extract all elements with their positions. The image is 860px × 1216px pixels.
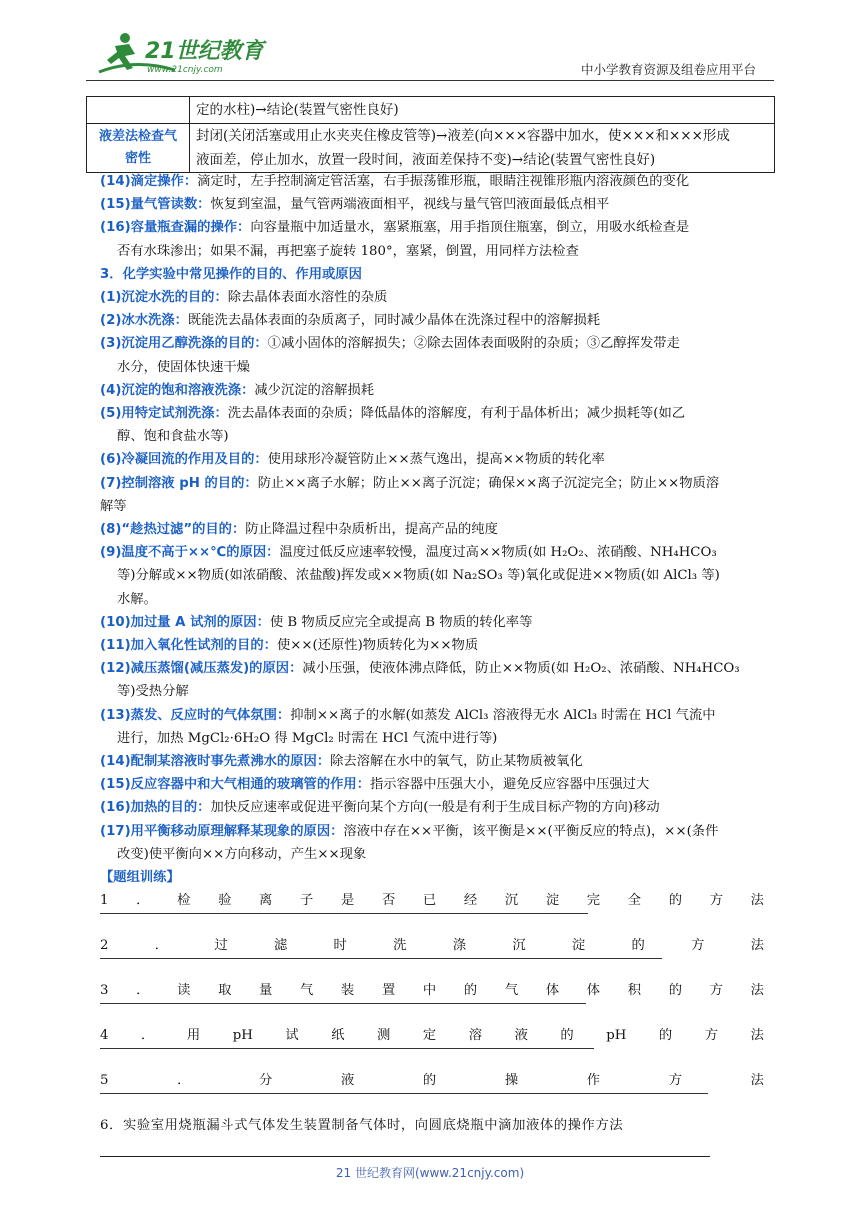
item-text-cont: 等)受热分解 <box>117 684 189 700</box>
question-char: 分 <box>259 1073 273 1089</box>
practice-question <box>100 934 764 959</box>
table-cell-line: 封闭(关闭活塞或用止水夹夹住橡皮管等)→液差(向×××容器中加水，使×××和×××形成 <box>196 128 730 144</box>
question-char: 读 <box>177 983 191 999</box>
table-row <box>87 124 775 173</box>
question-char: 的 <box>668 893 683 909</box>
item-text: 向容量瓶中加适量水，塞紧瓶塞，用手指顶住瓶塞，倒立，用吸水纸检查是 <box>250 220 690 236</box>
text-line <box>100 193 764 216</box>
practice-question <box>100 979 764 1004</box>
question-char: 体 <box>545 983 560 999</box>
item-text-cont: 醇、饱和食盐水等) <box>117 429 229 445</box>
table-cell-line: 液面差，停止加水，放置一段时间，液面差保持不变)→结论(装置气密性良好) <box>196 152 656 168</box>
answer-line[interactable] <box>100 958 662 959</box>
text-line <box>100 472 764 495</box>
question-char: 法 <box>750 983 764 999</box>
question-char: 2 <box>100 938 109 954</box>
answer-line[interactable] <box>100 1048 594 1049</box>
question-char: 测 <box>377 1028 391 1044</box>
question-char: 离 <box>259 893 273 909</box>
item-heading: (8)“趁热过滤”的目的： <box>100 522 246 538</box>
question-char: 法 <box>750 1073 764 1089</box>
question-text <box>100 979 764 1002</box>
item-text-cont: 改变)使平衡向××方向移动，产生××现象 <box>117 846 367 862</box>
question-char: 中 <box>422 983 437 999</box>
text-line <box>100 611 764 634</box>
question-char: pH <box>606 1028 627 1044</box>
item-text: 使用球形冷凝管防止××蒸气逸出，提高××物质的转化率 <box>267 452 605 468</box>
item-heading: (14)配制某溶液时事先煮沸水的原因： <box>100 754 331 770</box>
text-line <box>100 356 764 379</box>
question-char: 的 <box>422 1073 437 1089</box>
question-text <box>100 934 764 957</box>
question-char: 滤 <box>273 938 288 954</box>
footer-text: 21 世纪教育网(www.21cnjy.com) <box>335 1166 525 1180</box>
question-char: 法 <box>750 893 764 909</box>
question-char: 子 <box>300 893 314 909</box>
question-char: 时 <box>333 938 347 954</box>
practice-title: 【题组训练】 <box>100 870 180 886</box>
question-char: 完 <box>586 893 601 909</box>
text-line <box>100 564 764 587</box>
question-char: 沉 <box>504 893 519 909</box>
text-line <box>100 750 764 773</box>
item-text: 恢复到室温，量气管两端液面相平，视线与量气管凹液面最低点相平 <box>210 197 610 213</box>
item-heading: (9)温度不高于××℃的原因： <box>100 545 280 561</box>
question-char: 的 <box>631 938 645 954</box>
question-char: 法 <box>750 938 764 954</box>
table-cell: 定的水柱)→结论(装置气密性良好) <box>190 97 775 124</box>
question-char: 方 <box>691 938 705 954</box>
question-char: 过 <box>214 938 228 954</box>
text-line <box>100 263 764 286</box>
question-char: ． <box>141 1028 155 1044</box>
item-text: 加快反应速率或促进平衡向某个方向(一般是有利于生成目标产物的方向)移动 <box>210 800 660 816</box>
question-char: 的 <box>658 1028 673 1044</box>
question-char: 体 <box>586 983 601 999</box>
item-text: 防止××离子水解；防止××离子沉淀；确保××离子沉淀完全；防止××物质溶 <box>257 475 720 491</box>
text-line <box>100 773 764 796</box>
item-heading: (16)加热的目的： <box>100 800 211 816</box>
item-text: ①减小固体的溶解损失；②除去固体表面吸附的杂质；③乙醇挥发带走 <box>267 336 680 352</box>
text-line <box>100 820 764 843</box>
question-char: ． <box>136 983 150 999</box>
item-heading: (6)冷凝回流的作用及目的： <box>100 452 268 468</box>
text-line <box>100 680 764 703</box>
item-heading: (17)用平衡移动原理解释某现象的原因： <box>100 823 344 839</box>
table-cell <box>190 124 775 173</box>
question-char: 洗 <box>393 938 407 954</box>
text-line <box>100 727 764 750</box>
header-divider <box>86 80 774 81</box>
platform-name: 中小学教育资源及组卷应用平台 <box>580 62 756 77</box>
table-row-label-text: 液差法检查气密性 <box>98 129 177 166</box>
practice-question <box>100 1069 764 1094</box>
item-text: 减小压强，使液体沸点降低，防止××物质(如 H₂O₂、浓硝酸、NH₄HCO₃ <box>302 661 740 677</box>
item-text: 抑制××离子的水解(如蒸发 AlCl₃ 溶液得无水 AlCl₃ 时需在 HCl 气流中 <box>290 707 716 723</box>
question-char: 方 <box>709 893 723 909</box>
text-line <box>100 379 764 402</box>
svg-text:www.21cnjy.com: www.21cnjy.com <box>147 65 223 75</box>
question-char: 试 <box>285 1028 299 1044</box>
item-text: 除去晶体表面水溶性的杂质 <box>227 290 388 306</box>
question-char: 涤 <box>452 938 467 954</box>
text-line <box>100 634 764 657</box>
item-text: 既能洗去晶体表面的杂质离子，同时减少晶体在洗涤过程中的溶解损耗 <box>187 313 601 329</box>
item-heading: (1)沉淀水洗的目的： <box>100 290 228 306</box>
text-line <box>100 843 764 866</box>
table-row <box>87 97 775 124</box>
table-row-label <box>87 124 190 173</box>
svg-text:21世纪教育: 21世纪教育 <box>145 39 264 64</box>
question-char: 验 <box>218 893 232 909</box>
item-heading: (2)冰水洗涤： <box>100 313 188 329</box>
item-heading: (5)用特定试剂洗涤： <box>100 406 228 422</box>
question-char: 已 <box>422 893 437 909</box>
question-char: 置 <box>381 983 396 999</box>
question-char: 方 <box>668 1073 683 1089</box>
text-line <box>100 704 764 727</box>
item-text-cont: 等)分解或××物质(如浓硝酸、浓盐酸)挥发或××物质(如 Na₂SO₃ 等)氧化或促进××物质(如 AlCl₃ 等) <box>117 568 720 584</box>
question-char: 纸 <box>331 1028 345 1044</box>
question-char: 沉 <box>512 938 526 954</box>
item-text-cont: 进行，加热 MgCl₂·6H₂O 得 MgCl₂ 时需在 HCl 气流中进行等) <box>117 730 498 746</box>
question-char: 气 <box>300 983 314 999</box>
item-text-cont: 解等 <box>100 498 127 514</box>
method-table <box>86 96 775 173</box>
text-line <box>100 170 764 193</box>
question-text <box>100 1114 764 1137</box>
item-heading: (15)反应容器中和大气相通的玻璃管的作用： <box>100 777 371 793</box>
text-line <box>100 541 764 564</box>
question-char: pH <box>232 1028 253 1044</box>
question-char: 6．实验室用烧瓶漏斗式气体发生装置制备气体时，向圆底烧瓶中滴加液体的操作方法 <box>100 1118 624 1134</box>
text-line <box>100 866 764 889</box>
item-text: 洗去晶体表面的杂质；降低晶体的溶解度，有利于晶体析出；减少损耗等(如乙 <box>227 406 686 422</box>
item-heading: (7)控制溶液 pH 的目的： <box>100 475 258 491</box>
practice-question <box>100 1114 764 1137</box>
question-char: 的 <box>560 1028 574 1044</box>
item-heading: (13)蒸发、反应时的气体氛围： <box>100 707 291 723</box>
footer-divider <box>100 1156 710 1157</box>
text-line <box>100 216 764 239</box>
question-char: 积 <box>627 983 642 999</box>
text-line <box>100 495 764 518</box>
question-char: 淀 <box>571 938 586 954</box>
question-char: 液 <box>514 1028 528 1044</box>
question-char: 作 <box>586 1073 601 1089</box>
text-line <box>100 657 764 680</box>
text-line <box>100 796 764 819</box>
item-text-cont: 水解。 <box>117 591 157 607</box>
question-char: 取 <box>218 983 232 999</box>
text-line <box>100 402 764 425</box>
question-char: 否 <box>381 893 396 909</box>
item-text: 滴定时，左手控制滴定管活塞，右手振荡锥形瓶，眼睛注视锥形瓶内溶液颜色的变化 <box>197 174 690 189</box>
question-char: ． <box>154 938 169 954</box>
site-logo[interactable] <box>95 28 295 78</box>
item-text-cont: 否有水珠渗出；如果不漏，再把塞子旋转 180°，塞紧，倒置，用同样方法检查 <box>117 243 579 259</box>
practice-question <box>100 889 764 914</box>
item-heading: (15)量气管读数： <box>100 197 211 213</box>
question-char: 1 <box>100 893 109 909</box>
item-heading: (14)滴定操作： <box>100 174 198 189</box>
item-text: 除去溶解在水中的氧气，防止某物质被氧化 <box>330 754 583 770</box>
answer-line[interactable] <box>100 1003 586 1004</box>
question-char: 量 <box>259 983 273 999</box>
table-cell-empty <box>87 97 190 124</box>
answer-line[interactable] <box>100 1093 708 1094</box>
question-char: 的 <box>463 983 478 999</box>
question-char: 全 <box>627 893 642 909</box>
question-char: 溶 <box>468 1028 483 1044</box>
answer-line[interactable] <box>100 913 588 914</box>
question-char: 经 <box>463 893 478 909</box>
item-heading: (3)沉淀用乙醇洗涤的目的： <box>100 336 268 352</box>
item-heading: (16)容量瓶查漏的操作： <box>100 220 251 236</box>
text-line <box>100 240 764 263</box>
item-text: 溶液中存在××平衡，该平衡是××(平衡反应的特点)，××(条件 <box>343 823 719 839</box>
question-char: 方 <box>704 1028 719 1044</box>
question-char: 3 <box>100 983 109 999</box>
practice-question <box>100 1024 764 1049</box>
text-line <box>100 518 764 541</box>
text-line <box>100 286 764 309</box>
item-text: 温度过低反应速率较慢，温度过高××物质(如 H₂O₂、浓硝酸、NH₄HCO₃ <box>279 545 717 561</box>
item-text-cont: 水分，使固体快速干燥 <box>117 359 250 375</box>
item-text: 减少沉淀的溶解损耗 <box>254 382 375 398</box>
question-char: 的 <box>668 983 683 999</box>
question-text <box>100 889 764 912</box>
question-char: 液 <box>340 1073 355 1089</box>
question-char: 是 <box>340 893 355 909</box>
question-char: ． <box>136 893 150 909</box>
item-heading: (11)加入氧化性试剂的目的： <box>100 638 277 654</box>
question-char: 用 <box>186 1028 201 1044</box>
item-heading: (10)加过量 A 试剂的原因： <box>100 614 270 630</box>
question-char: 5 <box>100 1073 109 1089</box>
question-char: 法 <box>750 1028 764 1044</box>
item-text: 使 B 物质反应完全或提高 B 物质的转化率等 <box>269 614 533 630</box>
question-char: 4 <box>100 1028 109 1044</box>
question-char: 定 <box>422 1028 437 1044</box>
text-line <box>100 588 764 611</box>
item-text: 指示容器中压强大小，避免反应容器中压强过大 <box>370 777 650 793</box>
text-line <box>100 448 764 471</box>
item-heading: (4)沉淀的饱和溶液洗涤： <box>100 382 255 398</box>
question-char: 淀 <box>545 893 560 909</box>
text-line <box>100 332 764 355</box>
item-text: 防止降温过程中杂质析出，提高产品的纯度 <box>245 522 498 538</box>
question-char: 装 <box>340 983 355 999</box>
question-char: 操 <box>504 1073 519 1089</box>
question-char: ． <box>177 1073 191 1089</box>
question-char: 检 <box>177 893 191 909</box>
item-heading: (12)减压蒸馏(减压蒸发)的原因： <box>100 661 303 677</box>
main-content <box>100 170 764 1137</box>
text-line <box>100 309 764 332</box>
item-text: 使××(还原性)物质转化为××物质 <box>276 638 479 654</box>
question-char: 方 <box>709 983 723 999</box>
section-title: 3．化学实验中常见操作的目的、作用或原因 <box>100 266 362 282</box>
text-line <box>100 425 764 448</box>
question-text <box>100 1069 764 1092</box>
question-char: 气 <box>504 983 519 999</box>
question-text <box>100 1024 764 1047</box>
